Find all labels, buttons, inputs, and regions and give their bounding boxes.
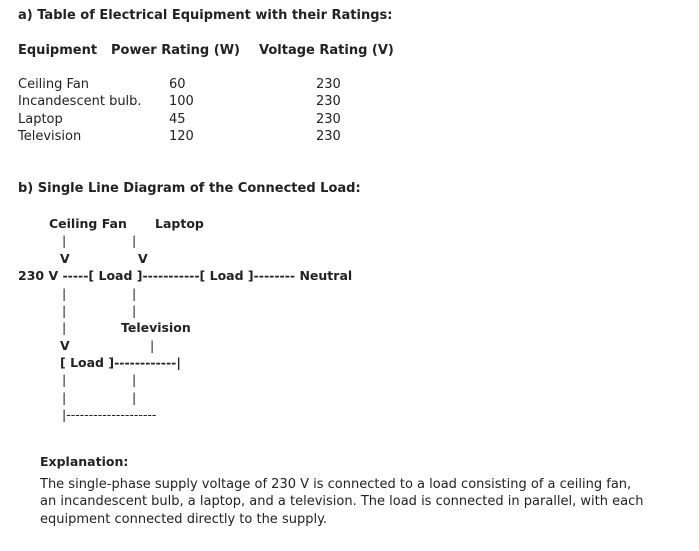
cell-voltage: 230 <box>316 77 341 92</box>
cell-equipment: Television <box>18 129 82 144</box>
cell-power: 100 <box>169 94 194 109</box>
wire-vertical: | <box>132 286 137 301</box>
cell-power: 120 <box>169 129 194 144</box>
label-ceiling-fan: Ceiling Fan <box>49 216 127 231</box>
cell-power: 60 <box>169 77 186 92</box>
wire-vertical: | <box>62 286 67 301</box>
label-television: Television <box>121 320 191 335</box>
cell-voltage: 230 <box>316 94 341 109</box>
cell-equipment: Laptop <box>18 112 63 127</box>
wire-vertical: | <box>62 390 67 405</box>
explanation-label: Explanation: <box>40 454 129 469</box>
arrow-down: V <box>60 251 70 266</box>
header-voltage-rating: Voltage Rating (V) <box>259 43 394 58</box>
wire-vertical: | <box>62 233 67 248</box>
cell-voltage: 230 <box>316 112 341 127</box>
wire-vertical: | <box>132 303 137 318</box>
wire-vertical: | <box>150 338 155 353</box>
wire-vertical: | <box>62 303 67 318</box>
cell-voltage: 230 <box>316 129 341 144</box>
wire-vertical: | <box>132 390 137 405</box>
supply-line: 230 V -----[ Load ]-----------[ Load ]-------- Neutral <box>18 268 353 283</box>
wire-vertical: | <box>132 233 137 248</box>
section-a-title: a) Table of Electrical Equipment with their Ratings: <box>18 8 393 23</box>
return-line: |-------------------- <box>62 407 157 422</box>
header-power-rating: Power Rating (W) <box>111 43 240 58</box>
arrow-down: V <box>138 251 148 266</box>
wire-vertical: | <box>132 372 137 387</box>
cell-equipment: Ceiling Fan <box>18 77 90 92</box>
load-line: [ Load ]------------| <box>60 355 181 370</box>
arrow-down: V <box>60 338 70 353</box>
cell-power: 45 <box>169 112 186 127</box>
section-b-title: b) Single Line Diagram of the Connected Load: <box>18 181 361 196</box>
cell-equipment: Incandescent bulb. <box>18 94 142 109</box>
label-laptop: Laptop <box>155 216 204 231</box>
explanation-text: The single-phase supply voltage of 230 V is connected to a load consisting of a ceiling fan, an incandescent bulb, a laptop, and a television. The load is connected in parallel, with each equipment connected directly to the supply. <box>40 477 644 527</box>
wire-vertical: | <box>62 372 67 387</box>
wire-vertical: | <box>62 320 67 335</box>
header-equipment: Equipment <box>18 43 98 58</box>
